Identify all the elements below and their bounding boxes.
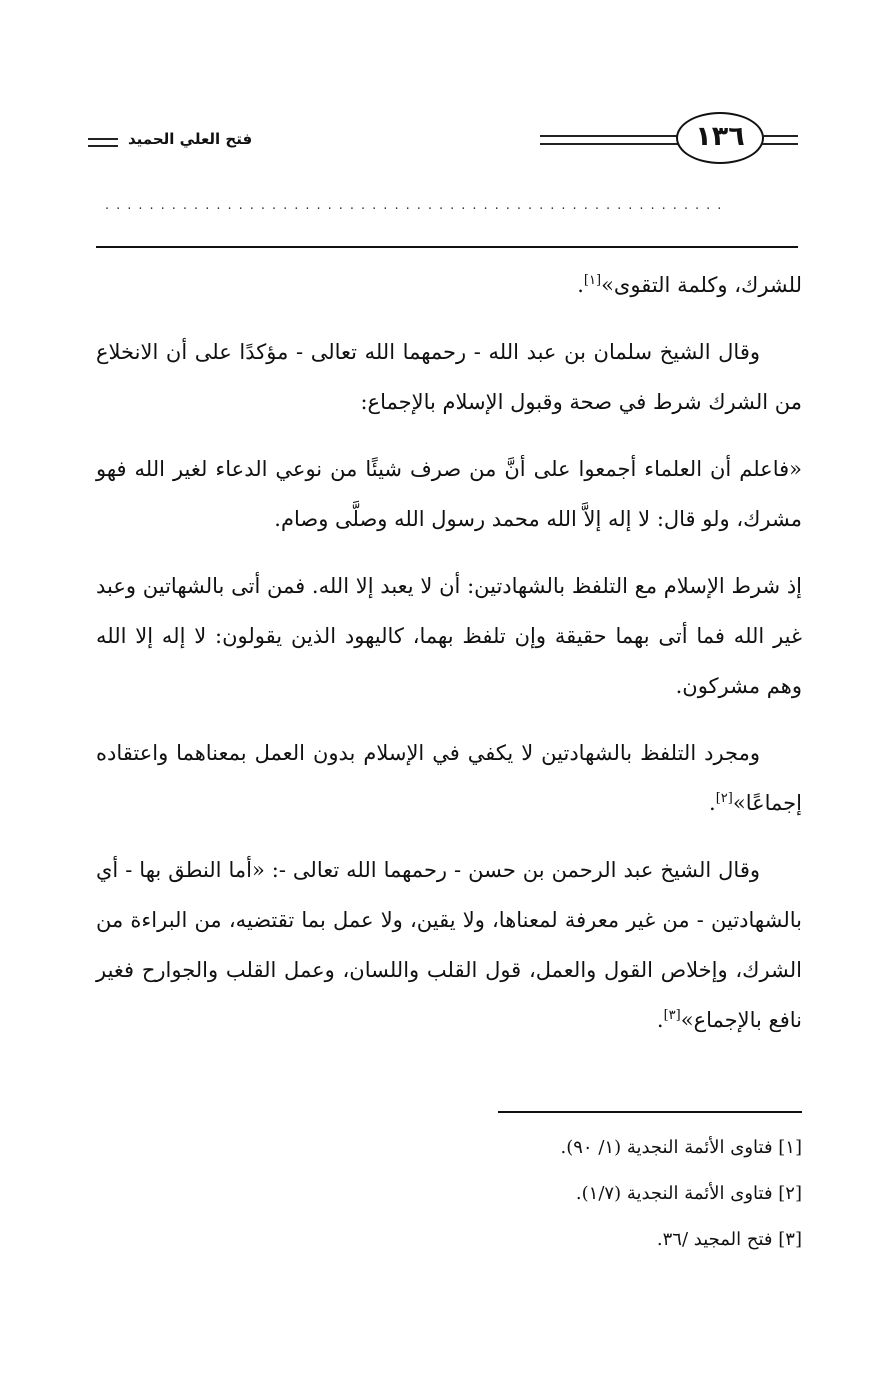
paragraph-6	[96, 845, 802, 1045]
footnote-2: [٢] فتاوى الأئمة النجدية (١/٧).	[575, 1183, 802, 1204]
paragraph-4	[96, 561, 802, 711]
header-ornament-right	[540, 135, 678, 145]
page-number: ١٣٦	[676, 112, 764, 164]
header-rule	[96, 246, 798, 248]
paragraph-end: .	[709, 791, 716, 815]
book-title: فتح العلي الحميد	[128, 130, 253, 148]
footnote-3: [٣] فتح المجيد /٣٦.	[656, 1229, 802, 1250]
header-ornament-left	[88, 138, 118, 147]
footnotes	[400, 1133, 802, 1271]
paragraph-end: .	[656, 1008, 664, 1032]
main-text	[96, 260, 802, 1062]
paragraph-1	[96, 260, 802, 310]
header-ornament-far-right	[762, 135, 798, 145]
paragraph-text: وقال الشيخ سلمان بن عبد الله - رحمهما الله تعالى - مؤكدًا على أن الانخلاع من الشرك شرط في صحة وقبول الإسلام بالإجماع:	[96, 340, 802, 414]
dotted-separator: ........................................................	[105, 198, 729, 213]
paragraph-text: للشرك، وكلمة التقوى»	[601, 273, 802, 297]
paragraph-end: .	[577, 273, 584, 297]
footnote-ref-1: [١]	[583, 273, 602, 288]
footnote-ref-2: [٢]	[715, 791, 733, 806]
paragraph-2	[96, 327, 802, 427]
page-header	[0, 108, 879, 172]
paragraph-5	[96, 728, 802, 828]
paragraph-text: «فاعلم أن العلماء أجمعوا على أنَّ من صرف شيئًا من نوعي الدعاء لغير الله فهو مشرك، ولو قال: لا إله إلاَّ الله محمد رسول الله وصلَّى وصام.	[96, 457, 802, 531]
paragraph-text: ومجرد التلفظ بالشهادتين لا يكفي في الإسلام بدون العمل بمعناهما واعتقاده إجماعًا»	[96, 741, 802, 815]
paragraph-text: وقال الشيخ عبد الرحمن بن حسن - رحمهما الله تعالى -: «أما النطق بها - أي بالشهادتين - من غير معرفة لمعناها، ولا يقين، ولا عمل بما تقتضيه، من البراءة من الشرك، وإخلاص القول والعمل، قول القلب واللسان، وعمل القلب والجوارح فغير نافع بالإجماع»	[96, 858, 802, 1032]
paragraph-text: إذ شرط الإسلام مع التلفظ بالشهادتين: أن لا يعبد إلا الله. فمن أتى بالشهاتين وعبد غير الله فما أتى بهما حقيقة وإن تلفظ بهما، كاليهود الذين يقولون: لا إله إلا الله وهم مشركون.	[96, 574, 802, 698]
footnote-1: [١] فتاوى الأئمة النجدية (١/ ٩٠).	[560, 1137, 802, 1158]
paragraph-3	[96, 444, 802, 544]
footnote-rule	[498, 1111, 802, 1113]
footnote-ref-3: [٣]	[663, 1008, 681, 1023]
